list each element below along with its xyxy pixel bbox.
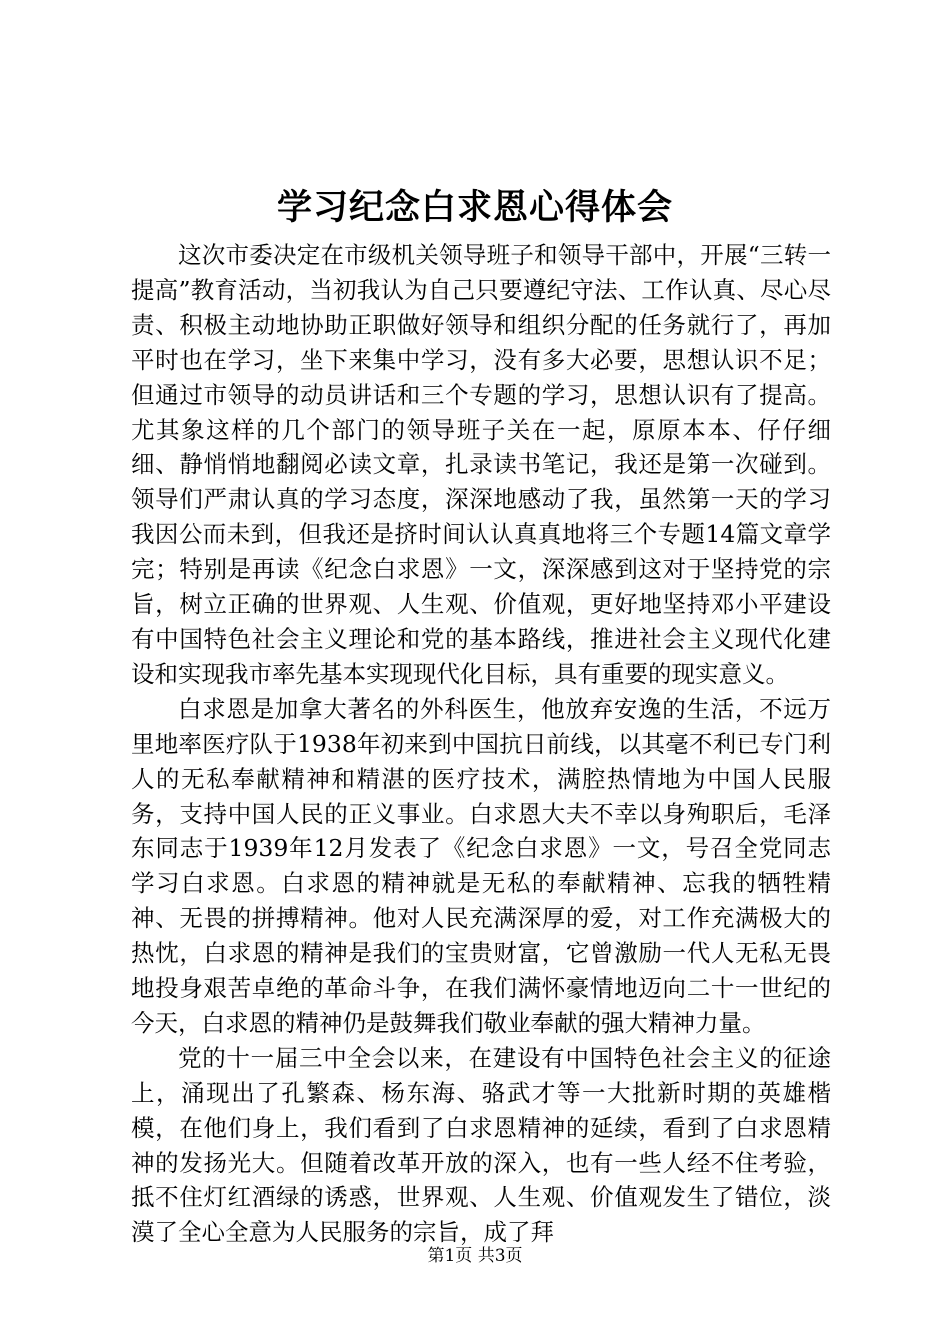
paragraph-3: 党的十一届三中全会以来，在建设有中国特色社会主义的征途上，涌现出了孔繁森、杨东海、骆武才等一大批新时期的英雄楷模，在他们身上，我们看到了白求恩精神的延续，看到了白求恩精神的发扬光大。但随着改革开放的深入，也有一些人经不住考验，抵不住灯红酒绿的诱惑，世界观、人生观、价值观发生了错位，淡漠了全心全意为人民服务的宗旨，成了拜 [131, 1043, 831, 1247]
document-body [131, 238, 831, 1250]
page-number-footer: 第1页 共3页 [427, 1246, 523, 1266]
paragraph-1: 这次市委决定在市级机关领导班子和领导干部中，开展“三转一提高”教育活动，当初我认为自己只要遵纪守法、工作认真、尽心尽责、积极主动地协助正职做好领导和组织分配的任务就行了，再加平时也在学习，坐下来集中学习，没有多大必要，思想认识不足；但通过市领导的动员讲话和三个专题的学习，思想认识有了提高。尤其象这样的几个部门的领导班子关在一起，原原本本、仔仔细细、静悄悄地翻阅必读文章，扎录读书笔记，我还是第一次碰到。领导们严肃认真的学习态度，深深地感动了我，虽然第一天的学习我因公而未到，但我还是挤时间认认真真地将三个专题14篇文章学完；特别是再读《纪念白求恩》一文，深深感到这对于坚持党的宗旨，树立正确的世界观、人生观、价值观，更好地坚持邓小平建设有中国特色社会主义理论和党的基本路线，推进社会主义现代化建设和实现我市率先基本实现现代化目标，具有重要的现实意义。 [131, 241, 831, 688]
paragraph-2: 白求恩是加拿大著名的外科医生，他放弃安逸的生活，不远万里地率医疗队于1938年初来到中国抗日前线，以其毫不利已专门利人的无私奉献精神和精湛的医疗技术，满腔热情地为中国人民服务，支持中国人民的正义事业。白求恩大夫不幸以身殉职后，毛泽东同志于1939年12月发表了《纪念白求恩》一文，号召全党同志学习白求恩。白求恩的精神就是无私的奉献精神、忘我的牺牲精神、无畏的拼搏精神。他对人民充满深厚的爱，对工作充满极大的热忱，白求恩的精神是我们的宝贵财富，它曾激励一代人无私无畏地投身艰苦卓绝的革命斗争，在我们满怀豪情地迈向二十一世纪的今天，白求恩的精神仍是鼓舞我们敬业奉献的强大精神力量。 [131, 694, 831, 1037]
document-title: 学习纪念白求恩心得体会 [276, 187, 673, 228]
